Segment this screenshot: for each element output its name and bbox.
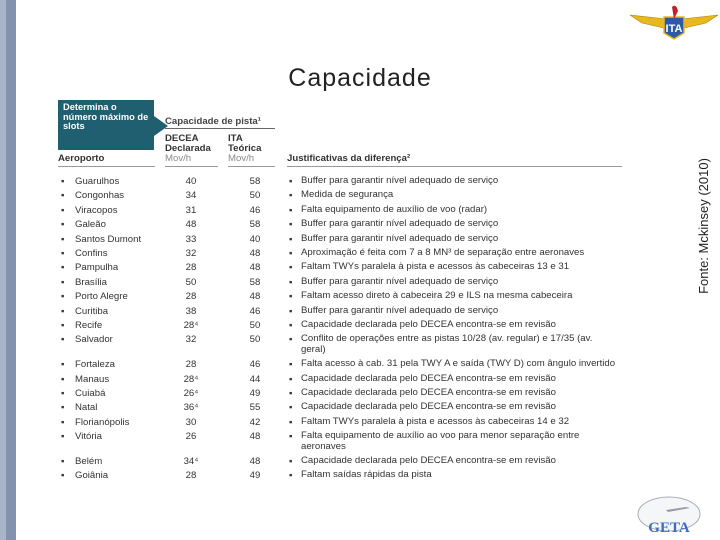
ita-capacity: 48: [249, 291, 261, 303]
divider: [287, 166, 622, 167]
justification: Buffer para garantir nível adequado de serviço: [301, 218, 499, 230]
justification: Buffer para garantir nível adequado de serviço: [301, 232, 499, 244]
bullet: ▪: [289, 233, 293, 245]
ita-capacity: 50: [249, 190, 261, 202]
justification: Faltam TWYs paralela à pista e acessos às cabeceiras 13 e 31: [301, 261, 570, 273]
bullet: ▪: [289, 276, 293, 288]
ita-capacity: 55: [249, 402, 261, 414]
bullet: ▪: [289, 359, 293, 371]
table-row: [58, 431, 622, 456]
airport-name: Vitória: [75, 431, 103, 443]
airport-name: Goiânia: [75, 470, 109, 482]
decea-capacity: 40: [185, 176, 197, 187]
airport-name: Natal: [75, 402, 98, 414]
table-row: [58, 190, 622, 204]
svg-text:GETA: GETA: [648, 520, 690, 536]
decea-capacity: 28: [185, 359, 197, 371]
decea-capacity: 30: [185, 416, 197, 428]
bullet: ▪: [289, 373, 293, 385]
source-caption: Fonte: Mckinsey (2010): [696, 158, 711, 294]
col-header-line: DECEA: [165, 133, 199, 144]
bullet: ▪: [289, 456, 293, 468]
decea-capacity: 48: [185, 219, 197, 231]
bullet: ▪: [289, 431, 293, 443]
airport-name: Belém: [75, 456, 103, 468]
decea-capacity: 28: [185, 291, 197, 303]
justification: Aproximação é feita com 7 a 8 MN³ de separação entre aeronaves: [301, 246, 585, 258]
airport-name: Recife: [75, 319, 103, 331]
bullet: ▪: [289, 176, 293, 187]
col-header-line: Teórica: [228, 143, 262, 154]
decea-capacity: 32: [185, 247, 197, 259]
bullet: ▪: [61, 470, 65, 482]
callout-box: Determina o número máximo de slots: [58, 100, 154, 150]
bullet: ▪: [61, 456, 65, 468]
col-header-decea: [165, 134, 211, 164]
justification: Falta equipamento de auxílio de voo (radar): [301, 203, 488, 215]
ita-capacity: 40: [249, 233, 261, 245]
airport-name: Florianópolis: [75, 416, 130, 428]
ita-capacity: 48: [249, 247, 261, 259]
airport-name: Congonhas: [75, 190, 125, 202]
bullet: ▪: [289, 204, 293, 216]
table-row: [58, 262, 622, 276]
bullet: ▪: [61, 416, 65, 428]
bullet: ▪: [289, 262, 293, 274]
justification: Faltam TWYs paralela à pista e acessos às cabeceiras 14 e 32: [301, 415, 570, 427]
bullet: ▪: [289, 402, 293, 414]
airport-name: Manaus: [75, 373, 110, 385]
justification: Buffer para garantir nível adequado de serviço: [301, 175, 499, 186]
decea-capacity: 28: [185, 470, 197, 482]
table-row: [58, 176, 622, 190]
decea-capacity: 36⁴: [183, 402, 199, 414]
bullet: ▪: [61, 233, 65, 245]
bullet: ▪: [61, 305, 65, 317]
airport-name: Pampulha: [75, 262, 119, 274]
bullet: ▪: [289, 416, 293, 428]
airport-name: Viracopos: [75, 204, 118, 216]
divider: [165, 128, 275, 129]
airport-name: Guarulhos: [75, 176, 120, 187]
bullet: ▪: [61, 262, 65, 274]
bullet: ▪: [289, 305, 293, 317]
justification: Falta equipamento de auxílio ao voo para menor separação entre aeronaves: [301, 430, 580, 452]
bullet: ▪: [289, 291, 293, 303]
bullet: ▪: [61, 387, 65, 399]
justification: Faltam acesso direto à cabeceira 29 e ILS na mesma cabeceira: [301, 290, 573, 302]
airport-name: Santos Dumont: [75, 233, 142, 245]
col-header-line: Declarada: [165, 143, 211, 154]
ita-logo-icon: [628, 3, 720, 41]
ita-capacity: 50: [249, 334, 261, 346]
bullet: ▪: [61, 276, 65, 288]
table-row: [58, 219, 622, 233]
ita-capacity: 49: [249, 470, 261, 482]
table-row: [58, 291, 622, 305]
airport-name: Cuiabá: [75, 387, 106, 399]
bullet: ▪: [61, 219, 65, 231]
ita-capacity: 58: [249, 276, 261, 288]
bullet: ▪: [61, 431, 65, 443]
capacity-table: [58, 100, 622, 512]
decea-capacity: 28⁴: [183, 373, 199, 385]
justification: Capacidade declarada pelo DECEA encontra-se em revisão: [301, 401, 556, 413]
table-row: [58, 205, 622, 219]
decea-capacity: 33: [185, 233, 197, 245]
bullet: ▪: [61, 334, 65, 346]
divider: [228, 166, 275, 167]
justification: Medida de segurança: [301, 189, 394, 201]
justification: Conflito de operações entre as pistas 10/28 (av. regular) e 17/35 (av. geral): [301, 333, 593, 355]
table-row: [58, 359, 622, 373]
decea-capacity: 34⁴: [183, 456, 199, 468]
bullet: ▪: [289, 190, 293, 202]
col-header-ita: [228, 134, 261, 164]
decea-capacity: 28⁴: [183, 319, 199, 331]
ita-capacity: 48: [249, 431, 261, 443]
bullet: ▪: [289, 470, 293, 482]
slide-title: Capacidade: [288, 64, 432, 92]
bullet: ▪: [289, 319, 293, 331]
table-body: [58, 176, 622, 485]
table-row: [58, 456, 622, 470]
airport-name: Brasília: [75, 276, 107, 288]
table-row: [58, 234, 622, 248]
divider: [58, 166, 155, 167]
ita-capacity: 46: [249, 204, 261, 216]
table-row: [58, 306, 622, 320]
bullet: ▪: [61, 359, 65, 371]
justification: Faltam saídas rápidas da pista: [301, 469, 432, 481]
col-header-line: ITA: [228, 133, 243, 144]
divider: [165, 166, 218, 167]
justification: Capacidade declarada pelo DECEA encontra-se em revisão: [301, 318, 556, 330]
svg-text:ITA: ITA: [665, 23, 683, 35]
table-row: [58, 374, 622, 388]
bullet: ▪: [61, 176, 65, 187]
bullet: ▪: [61, 190, 65, 202]
bullet: ▪: [289, 219, 293, 231]
geta-logo-icon: [636, 494, 702, 538]
bullet: ▪: [61, 319, 65, 331]
table-row: [58, 470, 622, 484]
decea-capacity: 31: [185, 204, 197, 216]
airport-name: Curitiba: [75, 305, 109, 317]
table-row: [58, 402, 622, 416]
col-header-unit: Mov/h: [165, 153, 192, 164]
ita-capacity: 58: [249, 176, 261, 187]
bullet: ▪: [289, 334, 293, 346]
bullet: ▪: [289, 387, 293, 399]
table-row: [58, 248, 622, 262]
ita-capacity: 50: [249, 319, 261, 331]
table-row: [58, 320, 622, 334]
bullet: ▪: [61, 402, 65, 414]
bullet: ▪: [61, 247, 65, 259]
ita-capacity: 48: [249, 262, 261, 274]
table-row: [58, 334, 622, 359]
justification: Falta acesso à cab. 31 pela TWY A e saída (TWY D) com ângulo invertido: [301, 358, 616, 370]
bullet: ▪: [289, 247, 293, 259]
airport-name: Porto Alegre: [75, 291, 128, 303]
col-header-unit: Mov/h: [228, 153, 255, 164]
table-row: [58, 388, 622, 402]
airport-name: Fortaleza: [75, 359, 115, 371]
bullet: ▪: [61, 291, 65, 303]
airport-name: Salvador: [75, 334, 113, 346]
justification: Buffer para garantir nível adequado de serviço: [301, 304, 499, 316]
justification: Buffer para garantir nível adequado de serviço: [301, 275, 499, 287]
airport-name: Confins: [75, 247, 108, 259]
bullet: ▪: [61, 373, 65, 385]
decea-capacity: 34: [185, 190, 197, 202]
bullet: ▪: [61, 204, 65, 216]
decea-capacity: 26: [185, 431, 197, 443]
table-row: [58, 417, 622, 431]
decea-capacity: 38: [185, 305, 197, 317]
ita-capacity: 46: [249, 305, 261, 317]
justification: Capacidade declarada pelo DECEA encontra-se em revisão: [301, 455, 556, 467]
col-header-airport: Aeroporto: [58, 153, 105, 164]
table-row: [58, 277, 622, 291]
group-header: Capacidade de pista¹: [165, 116, 261, 127]
ita-capacity: 49: [249, 387, 261, 399]
col-header-justification: Justificativas da diferença²: [287, 153, 411, 164]
ita-capacity: 46: [249, 359, 261, 371]
decea-capacity: 32: [185, 334, 197, 346]
justification: Capacidade declarada pelo DECEA encontra-se em revisão: [301, 372, 556, 384]
decea-capacity: 50: [185, 276, 197, 288]
ita-capacity: 42: [249, 416, 261, 428]
ita-capacity: 44: [249, 373, 261, 385]
decea-capacity: 28: [185, 262, 197, 274]
ita-capacity: 58: [249, 219, 261, 231]
justification: Capacidade declarada pelo DECEA encontra-se em revisão: [301, 386, 556, 398]
ita-capacity: 48: [249, 456, 261, 468]
decea-capacity: 26⁴: [183, 387, 199, 399]
airport-name: Galeão: [75, 219, 106, 231]
